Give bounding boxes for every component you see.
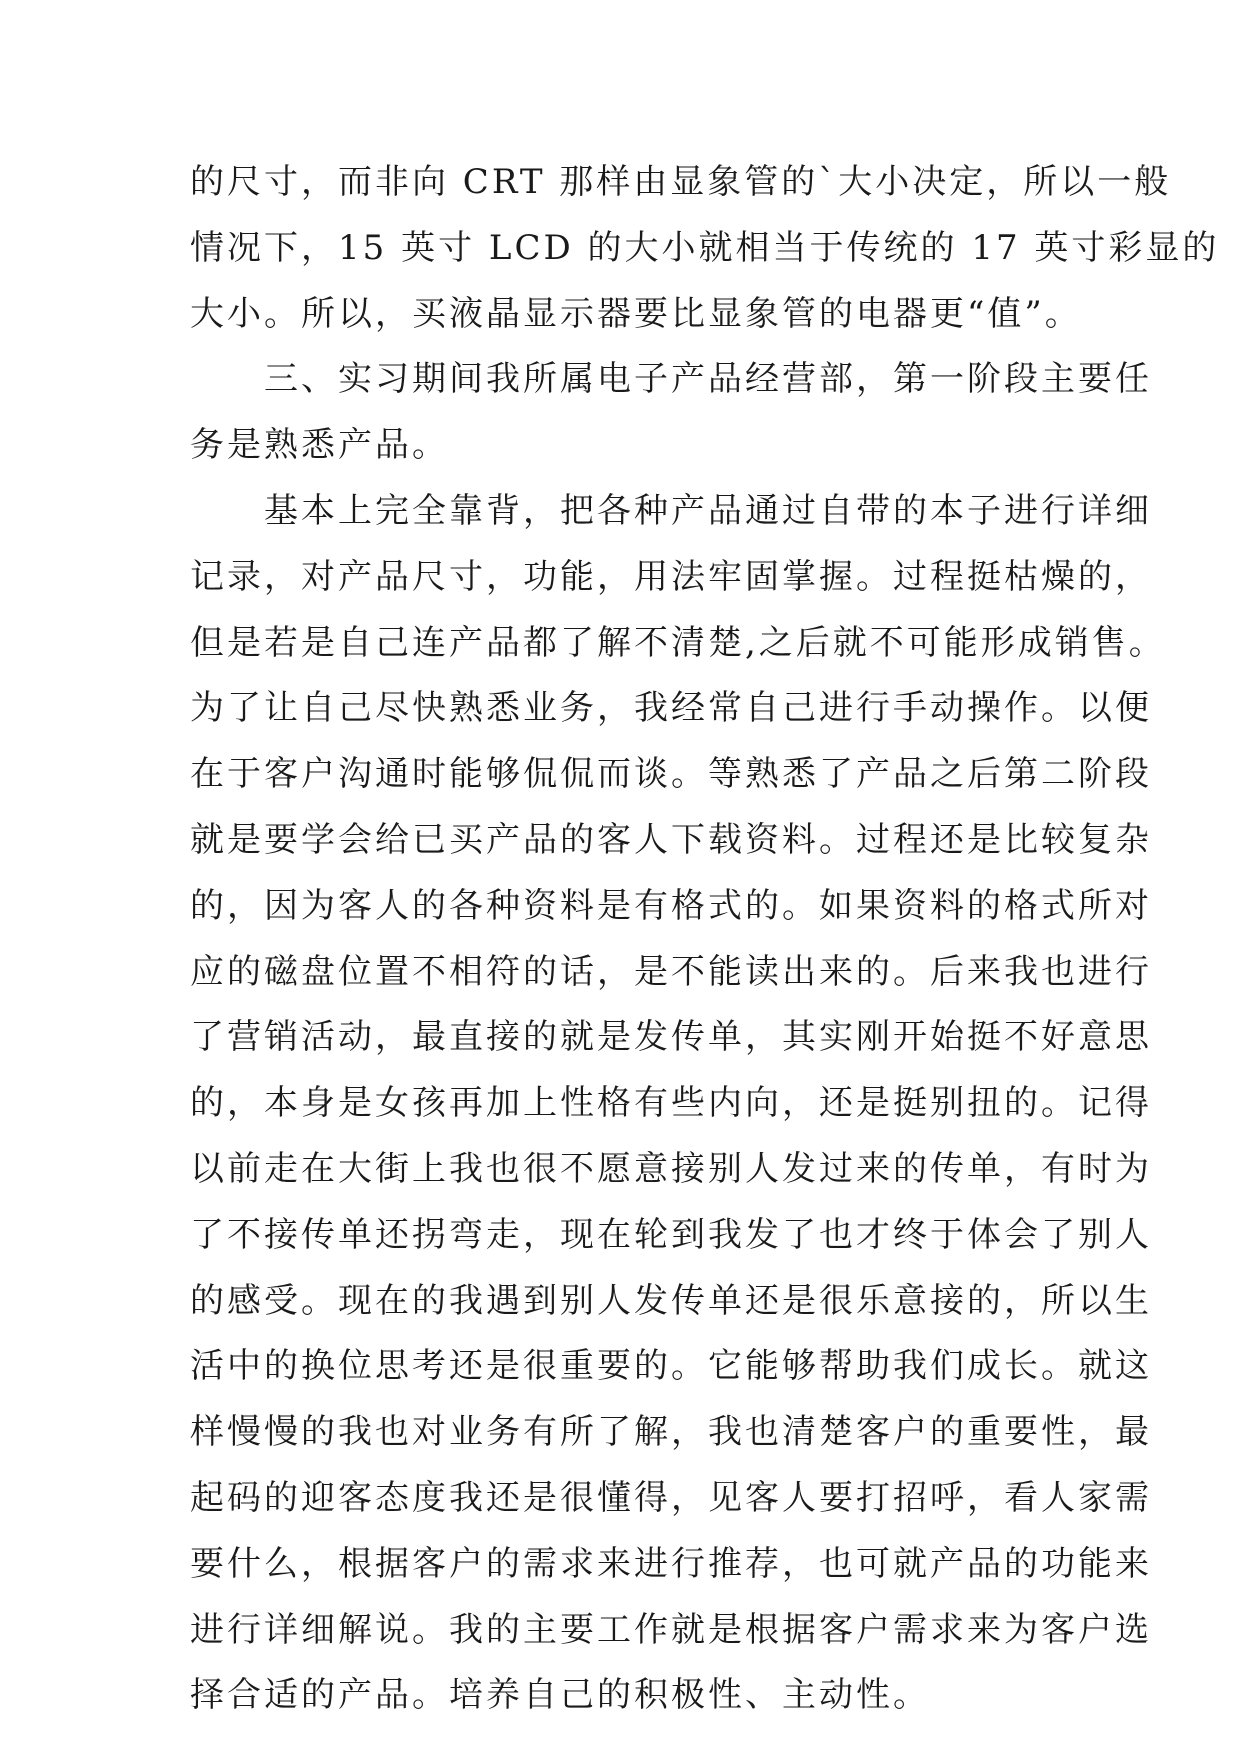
- text-line: 起码的迎客态度我还是很懂得，见客人要打招呼，看人家需: [190, 1477, 1152, 1518]
- text-line: 基本上完全靠背，把各种产品通过自带的本子进行详细: [190, 490, 1152, 531]
- text-line: 务是熟悉产品。: [190, 425, 449, 466]
- text-line: 以前走在大街上我也很不愿意接别人发过来的传单，有时为: [190, 1148, 1152, 1189]
- text-line: 就是要学会给已买产品的客人下载资料。过程还是比较复杂: [190, 819, 1152, 860]
- text-line: 的，因为客人的各种资料是有格式的。如果资料的格式所对: [190, 885, 1152, 926]
- text-line: 的感受。现在的我遇到别人发传单还是很乐意接的，所以生: [190, 1280, 1152, 1321]
- text-line: 大小。所以，买液晶显示器要比显象管的电器更“值”。: [190, 293, 1082, 334]
- text-line: 了营销活动，最直接的就是发传单，其实刚开始挺不好意思: [190, 1017, 1152, 1058]
- text-line: 但是若是自己连产品都了解不清楚,之后就不可能形成销售。: [190, 622, 1166, 663]
- text-line: 记录，对产品尺寸，功能，用法牢固掌握。过程挺枯燥的，: [190, 556, 1152, 597]
- text-line: 择合适的产品。培养自己的积极性、主动性。: [190, 1675, 930, 1716]
- text-line: 样慢慢的我也对业务有所了解，我也清楚客户的重要性，最: [190, 1412, 1152, 1453]
- text-line: 了不接传单还拐弯走，现在轮到我发了也才终于体会了别人: [190, 1214, 1152, 1255]
- text-line: 进行详细解说。我的主要工作就是根据客户需求来为客户选: [190, 1609, 1152, 1650]
- text-line: 情况下，15 英寸 LCD 的大小就相当于传统的 17 英寸彩显的: [190, 227, 1220, 268]
- document-body: [190, 150, 1220, 1729]
- text-line: 活中的换位思考还是很重要的。它能够帮助我们成长。就这: [190, 1346, 1152, 1387]
- text-line: 要什么，根据客户的需求来进行推荐，也可就产品的功能来: [190, 1543, 1152, 1584]
- text-line: 三、实习期间我所属电子产品经营部，第一阶段主要任: [190, 359, 1152, 400]
- text-line: 为了让自己尽快熟悉业务，我经常自己进行手动操作。以便: [190, 688, 1152, 729]
- text-line: 的，本身是女孩再加上性格有些内向，还是挺别扭的。记得: [190, 1083, 1152, 1124]
- text-line: 的尺寸，而非向 CRT 那样由显象管的`大小决定，所以一般: [190, 162, 1172, 202]
- text-line: 在于客户沟通时能够侃侃而谈。等熟悉了产品之后第二阶段: [190, 754, 1152, 795]
- text-line: 应的磁盘位置不相符的话，是不能读出来的。后来我也进行: [190, 951, 1152, 992]
